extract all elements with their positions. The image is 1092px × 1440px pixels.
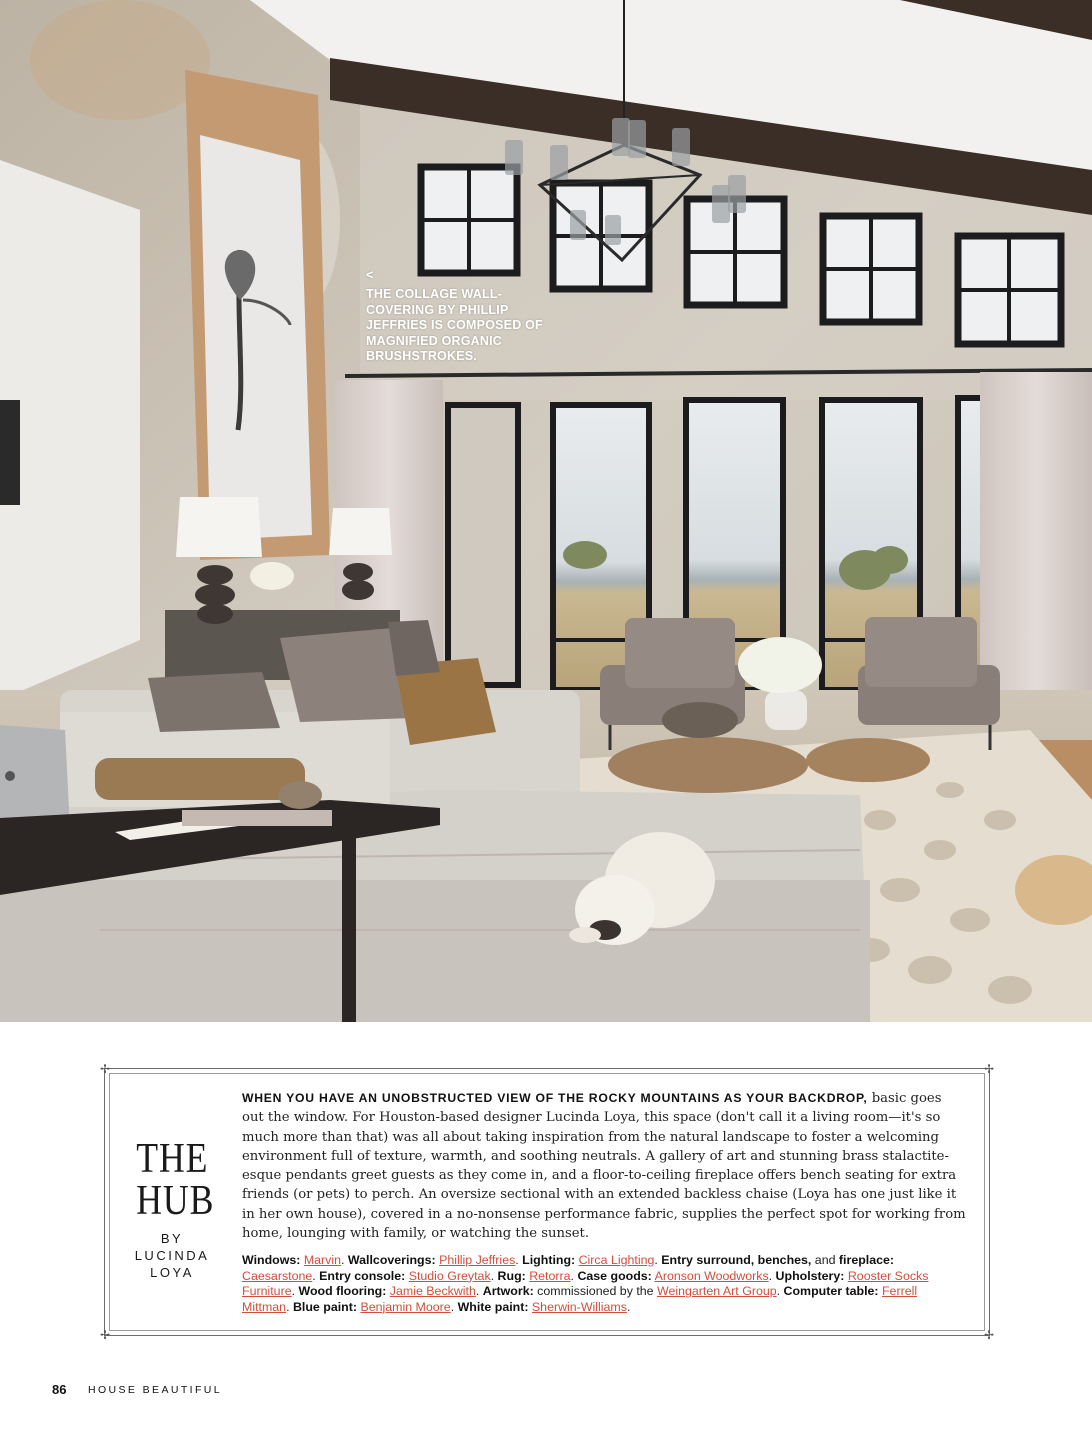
credit-label: Case goods: [577,1268,652,1283]
byline [130,1230,214,1281]
credit-item: Upholstery: Rooster Socks Furniture. [242,1268,929,1299]
credit-label: Wood flooring: [298,1284,387,1299]
credit-item: White paint: Sherwin-Williams. [457,1299,631,1314]
credit-item: Wallcoverings: Phillip Jeffries. [347,1253,523,1267]
credit-item: Blue paint: Benjamin Moore. [292,1299,458,1314]
byline-by: BY [160,1231,184,1246]
credit-source-link[interactable]: Retorra [529,1268,571,1283]
credit-source-link[interactable]: Phillip Jeffries [439,1253,516,1267]
credit-source-link[interactable]: Aronson Woodworks [654,1268,769,1283]
credit-label: Blue paint: [292,1299,357,1314]
credit-label: Wallcoverings: [347,1253,436,1267]
credit-label: White paint: [457,1299,529,1314]
article-lead-in: WHEN YOU HAVE AN UNOBSTRUCTED VIEW OF THE ROCKY MOUNTAINS AS YOUR BACKDROP, [242,1091,868,1105]
magazine-name: HOUSE BEAUTIFUL [88,1384,223,1396]
credit-item: Lighting: Circa Lighting. [522,1253,662,1267]
article-body [242,1089,966,1243]
credit-item: Case goods: Aronson Woodworks. [577,1268,776,1283]
credit-source-link[interactable]: Rooster Socks Furniture [242,1268,929,1299]
page-number: 86 [52,1382,67,1397]
byline-name-line: LOYA [150,1265,194,1280]
credit-label: Windows: [242,1253,301,1267]
credit-label: Computer table: [783,1284,879,1299]
credit-item: Wood flooring: Jamie Beckwith. [298,1284,483,1299]
credit-label: Artwork: [482,1284,534,1299]
credit-label: Lighting: [522,1253,576,1267]
photo-caption [366,268,551,365]
credit-label: Entry console: [319,1268,406,1283]
credit-source-link[interactable]: Sherwin-Williams [531,1299,627,1314]
credit-item: Artwork: commissioned by the Weingarten Art Group. [482,1284,784,1299]
credit-item: Entry console: Studio Greytak. [319,1268,498,1283]
credit-item: Windows: Marvin. [242,1253,348,1267]
credit-source-link[interactable]: Weingarten Art Group [657,1284,777,1299]
credit-item: Rug: Retorra. [497,1268,578,1283]
article-title-line: HUB [136,1178,215,1224]
credit-source-link[interactable]: Studio Greytak [408,1268,491,1283]
article-title-line: THE [136,1136,209,1182]
credit-label: Entry surround, benches, [661,1253,812,1267]
credit-source-link[interactable]: Marvin [303,1253,342,1267]
credit-source-link[interactable]: Jamie Beckwith [389,1284,476,1299]
caption-arrow-icon: < [366,267,374,282]
credit-source-link[interactable]: Caesarstone [242,1268,313,1283]
artwork [200,135,312,540]
credit-label: fireplace: [838,1253,895,1267]
corner-ornament-icon: ✢ [983,1328,995,1342]
credit-item: Entry surround, benches, and fireplace: Caesarstone. [242,1253,895,1283]
corner-ornament-icon: ✢ [983,1062,995,1076]
credit-label: Rug: [497,1268,526,1283]
corner-ornament-icon: ✢ [99,1062,111,1076]
article-title [136,1136,215,1224]
credit-source-link[interactable]: Ferrell Mittman [242,1284,918,1314]
byline-name [130,1247,214,1281]
hydrangea-vase [738,637,822,693]
resource-credits [242,1253,966,1315]
credit-item: Computer table: Ferrell Mittman. [242,1284,918,1314]
article-paragraph: basic goes out the window. For Houston-based designer Lucinda Loya, this space (don't call it a living room—it's so much more than that) was all about taking inspiration from the natural landscape to foster a welcoming environment full of texture, warmth, and soothing neutrals. A gallery of art and stunning brass stalactite-esque pendants greet guests as they come in, and a floor-to-ceiling fireplace offers bench seating for extra friends (or pets) to perch. An oversize sectional with an extended backless chaise (Loya has one just like it in her own house), covered in a no-nonsense performance fabric, supplies the perfect spot for working from home, lounging with family, or watching the sunset. [242,1091,966,1242]
credit-label: Upholstery: [775,1268,845,1283]
credit-source-link[interactable]: Benjamin Moore [360,1299,451,1314]
article-title-block [130,1138,214,1281]
corner-ornament-icon: ✢ [99,1328,111,1342]
byline-name-line: LUCINDA [134,1248,210,1263]
coffee-table [608,737,808,793]
credit-source-link[interactable]: Circa Lighting [578,1253,655,1267]
caption-text: THE COLLAGE WALL-COVERING BY PHILLIP JEFFRIES IS COMPOSED OF MAGNIFIED ORGANIC BRUSHSTROKES. [366,287,543,363]
